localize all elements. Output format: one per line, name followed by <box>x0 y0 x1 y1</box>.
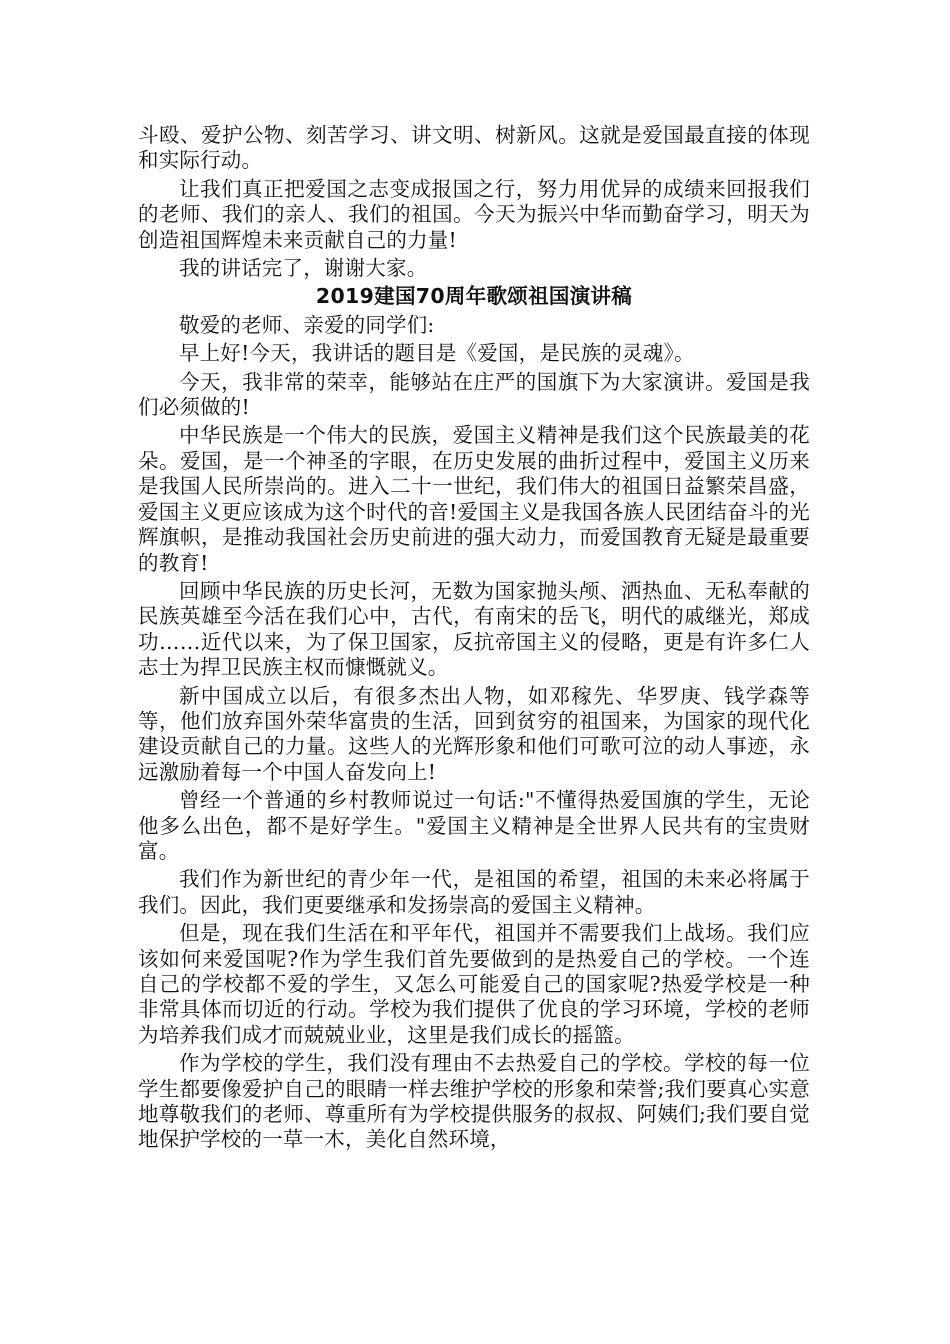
body-paragraph: 我的讲话完了，谢谢大家。 <box>179 256 428 281</box>
salutation-paragraph: 敬爱的老师、亲爱的同学们: <box>179 312 435 337</box>
body-paragraph: 今天，我非常的荣幸，能够站在庄严的国旗下为大家演讲。爱国是我们必须做的! <box>138 369 810 420</box>
document-page <box>138 123 810 1156</box>
body-paragraph: 中华民族是一个伟大的民族，爱国主义精神是我们这个民族最美的花朵。爱国，是一个神圣的字眼，在历史发展的曲折过程中，爱国主义历来是我国人民所崇尚的。进入二十一世纪，我们伟大的祖国日益繁荣昌盛，爱国主义更应该成为这个时代的音!爱国主义是我国各族人民团结奋斗的光辉旗帜，是推动我国社会历史前进的强大动力，而爱国教育无疑是最重要的教育! <box>138 423 810 575</box>
body-paragraph: 但是，现在我们生活在和平年代，祖国并不需要我们上战场。我们应该如何来爱国呢?作为学生我们首先要做到的是热爱自己的学校。一个连自己的学校都不爱的学生，又怎么可能爱自己的国家呢?热爱学校是一种非常具体而切近的行动。学校为我们提供了优良的学习环境，学校的老师为培养我们成才而兢兢业业，这里是我们成长的摇篮。 <box>138 921 810 1047</box>
body-paragraph: 作为学校的学生，我们没有理由不去热爱自己的学校。学校的每一位学生都要像爱护自己的眼睛一样去维护学校的形象和荣誉;我们要真心实意地尊敬我们的老师、尊重所有为学校提供服务的叔叔、阿姨们;我们要自觉地保护学校的一草一木，美化自然环境， <box>138 1051 810 1152</box>
section-title: 2019建国70周年歌颂祖国演讲稿 <box>315 284 633 309</box>
body-paragraph: 新中国成立以后，有很多杰出人物，如邓稼先、华罗庚、钱学森等等，他们放弃国外荣华富贵的生活，回到贫穷的祖国来，为国家的现代化建设贡献自己的力量。这些人的光辉形象和他们可歌可泣的动人事迹，永远激励着每一个中国人奋发向上! <box>138 683 810 784</box>
body-paragraph: 让我们真正把爱国之志变成报国之行，努力用优异的成绩来回报我们的老师、我们的亲人、我们的祖国。今天为振兴中华而勤奋学习，明天为创造祖国辉煌未来贡献自己的力量! <box>138 176 810 252</box>
body-paragraph: 曾经一个普通的乡村教师说过一句话:"不懂得热爱国旗的学生，无论他多么出色，都不是好学生。"爱国主义精神是全世界人民共有的宝贵财富。 <box>138 788 810 863</box>
body-paragraph: 早上好!今天，我讲话的题目是《爱国，是民族的灵魂》。 <box>179 341 695 366</box>
body-paragraph: 回顾中华民族的历史长河，无数为国家抛头颅、洒热血、无私奉献的民族英雄至今活在我们心中，古代，有南宋的岳飞，明代的戚继光，郑成功……近代以来，为了保卫国家，反抗帝国主义的侵略，更是有许多仁人志士为捍卫民族主权而慷慨就义。 <box>138 578 810 680</box>
body-paragraph: 斗殴、爱护公物、刻苦学习、讲文明、树新风。这就是爱国最直接的体现和实际行动。 <box>138 123 810 173</box>
body-paragraph: 我们作为新世纪的青少年一代，是祖国的希望，祖国的未来必将属于我们。因此，我们更要继承和发扬崇高的爱国主义精神。 <box>138 867 810 917</box>
